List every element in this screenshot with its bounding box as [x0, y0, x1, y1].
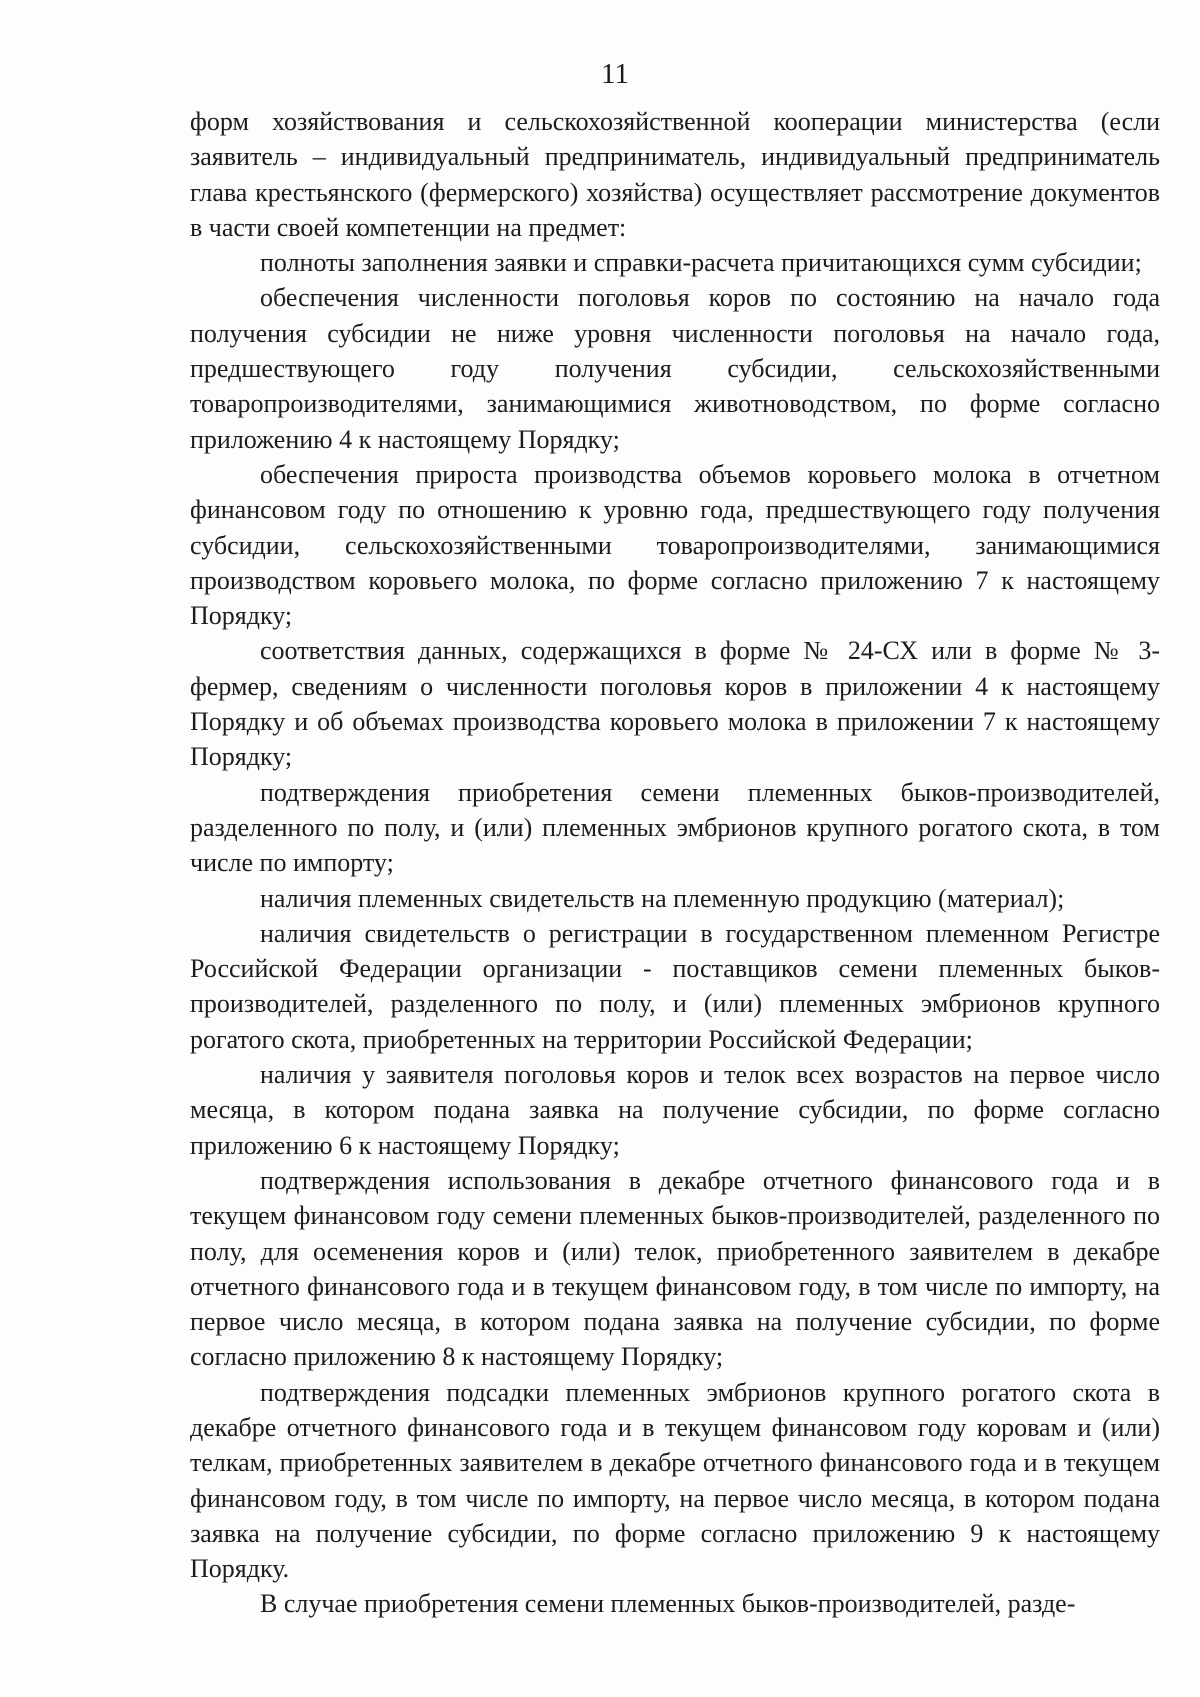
paragraph-item: В случае приобретения семени племенных быков-производителей, разде-: [260, 1589, 1076, 1619]
paragraph-item: подтверждения приобретения семени племенных быков-производителей, разделенного по полу, и (или) племенных эмбрионов крупного рогатого скота, в том числе по импорту;: [190, 777, 1160, 878]
paragraph-item: наличия у заявителя поголовья коров и телок всех возрастов на первое число месяца, в котором подана заявка на получение субсидии, по форме согласно приложению 6 к настоящему Порядку;: [190, 1060, 1160, 1160]
paragraph-item: полноты заполнения заявки и справки-расчета причитающихся сумм субсидии;: [260, 248, 1142, 278]
document-body: [190, 104, 1160, 1622]
paragraph-item: подтверждения использования в декабре отчетного финансового года и в текущем финансовом году семени племенных быков-производителей, разделенного по полу, для осеменения коров и (или) телок, приобретенного заявителем в декабре отчетного финансового года и в текущем финансовом году, в том числе по импорту, на первое число месяца, в котором подана заявка на получение субсидии, по форме согласно приложению 8 к настоящему Порядку;: [190, 1165, 1160, 1372]
paragraph-item: обеспечения численности поголовья коров по состоянию на начало года получения субсидии не ниже уровня численности поголовья на начало года, предшествующего году получения субсидии, сельскохозяйственными товаропроизводителями, занимающимися животноводством, по форме согласно приложению 4 к настоящему Порядку;: [190, 283, 1160, 454]
page-number: 11: [601, 58, 629, 90]
paragraph-item: соответствия данных, содержащихся в форме № 24-СХ или в форме № 3-фермер, сведениям о численности поголовья коров в приложении 4 к настоящему Порядку и об объемах производства коровьего молока в приложении 7 к настоящему Порядку;: [190, 636, 1160, 772]
paragraph-item: наличия племенных свидетельств на племенную продукцию (материал);: [260, 883, 1065, 913]
paragraph-item: подтверждения подсадки племенных эмбрионов крупного рогатого скота в декабре отчетного финансового года и в текущем финансовом году коровам и (или) телкам, приобретенных заявителем в декабре отчетного финансового года и в текущем финансовом году, в том числе по импорту, на первое число месяца, в котором подана заявка на получение субсидии, по форме согласно приложению 9 к настоящему Порядку.: [190, 1377, 1160, 1584]
paragraph-item: обеспечения прироста производства объемов коровьего молока в отчетном финансовом году по отношению к уровню года, предшествующего году получения субсидии, сельскохозяйственными товаропроизводителями, занимающимися производством коровьего молока, по форме согласно приложению 7 к настоящему Порядку;: [190, 459, 1160, 631]
paragraph-continuation: форм хозяйствования и сельскохозяйственной кооперации министерства (если заявитель – индивидуальный предприниматель, индивидуальный предприниматель глава крестьянского (фермерского) хозяйства) осуществляет рассмотрение документов в части своей компетенции на предмет:: [190, 107, 1160, 242]
paragraph-item: наличия свидетельств о регистрации в государственном племенном Регистре Российской Федерации организации - поставщиков семени племенных быков-производителей, разделенного по полу, и (или) племенных эмбрионов крупного рогатого скота, приобретенных на территории Российской Федерации;: [190, 918, 1160, 1054]
